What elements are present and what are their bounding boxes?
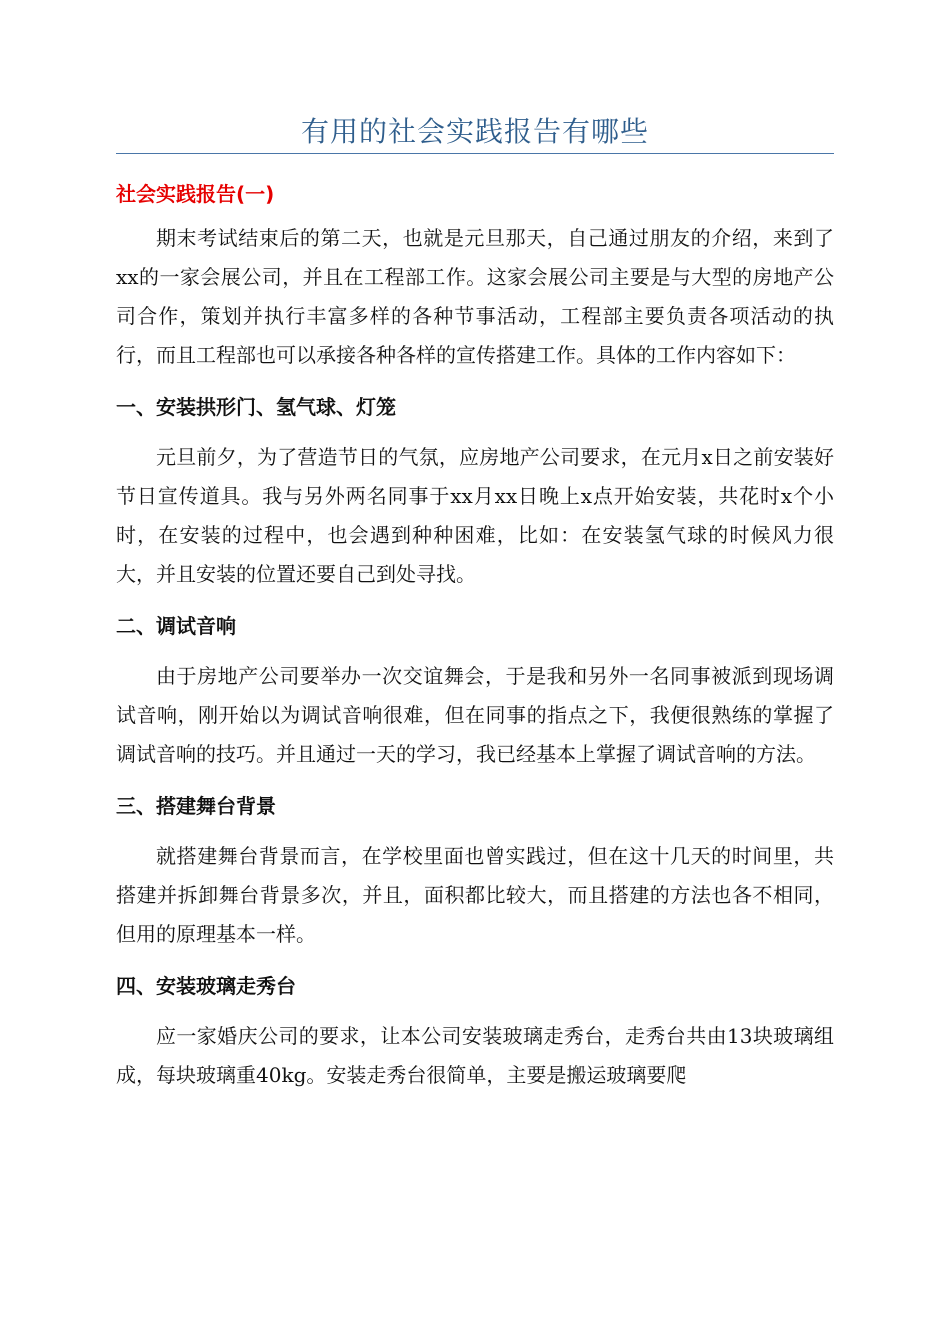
- title-underline: [116, 153, 834, 154]
- section-title: 社会实践报告(一): [116, 182, 275, 206]
- document-title: 有用的社会实践报告有哪些: [300, 115, 649, 148]
- document-body: [116, 178, 834, 1095]
- item-body-2: 由于房地产公司要举办一次交谊舞会，于是我和另外一名同事被派到现场调试音响，刚开始以为调试音响很难，但在同事的指点之下，我便很熟练的掌握了调试音响的技巧。并且通过一天的学习，我已经基本上掌握了调试音响的方法。: [116, 664, 834, 766]
- item-heading-2: 二、调试音响: [116, 614, 236, 638]
- item-heading-4: 四、安装玻璃走秀台: [116, 974, 296, 998]
- item-body-1: 元旦前夕，为了营造节日的气氛，应房地产公司要求，在元月x日之前安装好节日宣传道具。我与另外两名同事于xx月xx日晚上x点开始安装，共花时x个小时，在安装的过程中，也会遇到种种困难，比如：在安装氢气球的时候风力很大，并且安装的位置还要自己到处寻找。: [116, 445, 834, 586]
- intro-paragraph: 期末考试结束后的第二天，也就是元旦那天，自己通过朋友的介绍，来到了xx的一家会展公司，并且在工程部工作。这家会展公司主要是与大型的房地产公司合作，策划并执行丰富多样的各种节事活动，工程部主要负责各项活动的执行，而且工程部也可以承接各种各样的宣传搭建工作。具体的工作内容如下：: [116, 226, 834, 367]
- item-body-3: 就搭建舞台背景而言，在学校里面也曾实践过，但在这十几天的时间里，共搭建并拆卸舞台背景多次，并且，面积都比较大，而且搭建的方法也各不相同，但用的原理基本一样。: [116, 844, 834, 946]
- item-heading-3: 三、搭建舞台背景: [116, 794, 276, 818]
- item-heading-1: 一、安装拱形门、氢气球、灯笼: [116, 395, 396, 419]
- item-body-4: 应一家婚庆公司的要求，让本公司安装玻璃走秀台，走秀台共由13块玻璃组成，每块玻璃重40kg。安装走秀台很简单，主要是搬运玻璃要爬: [116, 1024, 834, 1087]
